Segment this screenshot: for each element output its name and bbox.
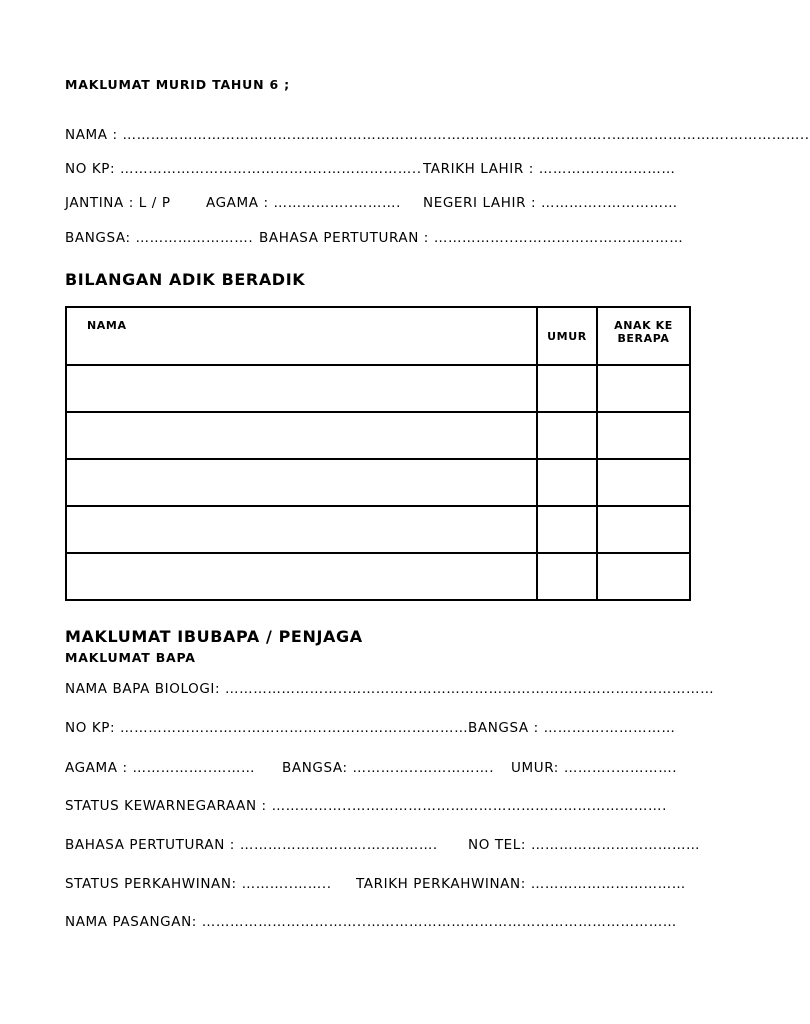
father-race-field-2[interactable]: BANGSA: …………..……………. <box>282 760 495 776</box>
sibling-name-cell[interactable] <box>66 553 537 600</box>
sibling-order-cell[interactable] <box>597 459 690 506</box>
student-name-field[interactable]: NAMA : …………………………………………………………………………………………..…………………….…………….. <box>65 127 810 143</box>
sibling-order-cell[interactable] <box>597 553 690 600</box>
student-birthstate-field[interactable]: NEGERI LAHIR : …………..…………… <box>423 195 678 211</box>
col-header-anak-line2: BERAPA <box>617 332 670 345</box>
father-marriage-date-field[interactable]: TARIKH PERKAHWINAN: …………………………… <box>356 876 686 892</box>
table-row <box>66 553 690 600</box>
col-header-nama: NAMA <box>66 307 537 365</box>
father-age-field[interactable]: UMUR: ………..…………. <box>511 760 678 776</box>
father-subheading: MAKLUMAT BAPA <box>65 650 196 665</box>
student-info-heading: MAKLUMAT MURID TAHUN 6 ; <box>65 77 290 92</box>
father-phone-field[interactable]: NO TEL: ……………………………… <box>468 837 701 853</box>
student-religion-field[interactable]: AGAMA : ……………..………. <box>206 195 401 211</box>
sibling-name-cell[interactable] <box>66 365 537 412</box>
parents-heading: MAKLUMAT IBUBAPA / PENJAGA <box>65 627 363 646</box>
siblings-heading: BILANGAN ADIK BERADIK <box>65 270 306 289</box>
sibling-order-cell[interactable] <box>597 412 690 459</box>
table-row <box>66 412 690 459</box>
father-marital-status-field[interactable]: STATUS PERKAHWINAN: ………..…….. <box>65 876 332 892</box>
student-gender-field[interactable]: JANTINA : L / P <box>65 195 171 211</box>
col-header-anak-line1: ANAK KE <box>614 319 673 332</box>
student-language-field[interactable]: BAHASA PERTUTURAN : ……………..……………………………… <box>259 230 684 246</box>
sibling-order-cell[interactable] <box>597 365 690 412</box>
father-religion-field[interactable]: AGAMA : ……………..……… <box>65 760 256 776</box>
sibling-name-cell[interactable] <box>66 459 537 506</box>
father-kp-field[interactable]: NO KP: ……………………………………..…………………………. <box>65 720 474 736</box>
col-header-umur: UMUR <box>537 307 597 365</box>
father-name-field[interactable]: NAMA BAPA BIOLOGI: ……………………..…………………………………………………………………… <box>65 681 715 697</box>
sibling-age-cell[interactable] <box>537 553 597 600</box>
sibling-age-cell[interactable] <box>537 506 597 553</box>
father-race-field-1[interactable]: BANGSA : ………….…………… <box>468 720 676 736</box>
siblings-header-row <box>66 307 690 365</box>
father-language-field[interactable]: BAHASA PERTUTURAN : …………………………..………. <box>65 837 438 853</box>
table-row <box>66 459 690 506</box>
table-row <box>66 365 690 412</box>
sibling-name-cell[interactable] <box>66 506 537 553</box>
col-header-anak-ke <box>597 307 690 365</box>
father-spouse-name-field[interactable]: NAMA PASANGAN: ……………………………..………………………………………………………… <box>65 914 677 930</box>
student-kp-field[interactable]: NO KP: ……………………………………..……………….. <box>65 161 422 177</box>
student-dob-field[interactable]: TARIKH LAHIR : …………..…………… <box>423 161 676 177</box>
student-race-field[interactable]: BANGSA: ……………………. <box>65 230 254 246</box>
sibling-name-cell[interactable] <box>66 412 537 459</box>
sibling-age-cell[interactable] <box>537 459 597 506</box>
sibling-age-cell[interactable] <box>537 365 597 412</box>
sibling-order-cell[interactable] <box>597 506 690 553</box>
siblings-table <box>65 306 691 601</box>
table-row <box>66 506 690 553</box>
sibling-age-cell[interactable] <box>537 412 597 459</box>
father-citizenship-field[interactable]: STATUS KEWARNEGARAAN : ……………..…………………………………………………………. <box>65 798 667 814</box>
